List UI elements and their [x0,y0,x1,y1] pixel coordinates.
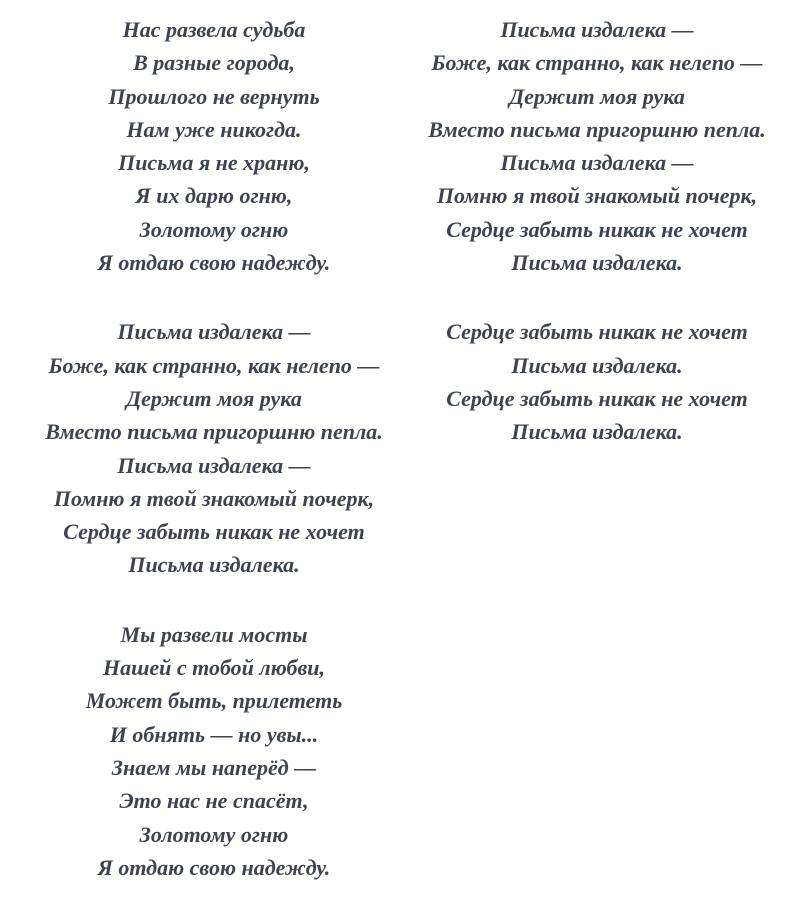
lyric-line: И обнять — но увы... [109,721,319,747]
lyric-line: Письма издалека. [511,250,683,276]
lyric-line: Помню я твой знакомый почерк, [436,183,758,209]
lyric-line: Я их дарю огню, [135,183,293,209]
lyric-line: Вместо письма пригоршню пепла. [45,419,383,445]
lyric-line: Держит моя рука [126,385,302,411]
lyric-line: Боже, как странно, как нелепо — [431,50,763,76]
stanza-outro [397,315,797,448]
lyric-line: Боже, как странно, как нелепо — [48,352,380,378]
lyric-line: Помню я твой знакомый почерк, [53,485,375,511]
lyric-line: Письма я не храню, [118,150,310,176]
lyric-line: Мы развели мосты [120,621,308,647]
lyric-line: Сердце забыть никак не хочет [63,519,365,545]
lyrics-column-left [14,13,414,920]
lyric-line: Может быть, прилететь [85,688,343,714]
lyric-line: Золотому огню [139,821,289,847]
lyric-line: Письма издалека. [511,352,683,378]
lyric-line: Нашей с тобой любви, [102,655,326,681]
lyric-line: В разные города, [133,50,295,76]
lyric-line: Вместо письма пригоршню пепла. [428,116,766,142]
lyric-line: Я отдаю свою надежду. [97,854,331,880]
lyric-line: Письма издалека. [128,552,300,578]
lyric-line: Письма издалека. [511,419,683,445]
lyric-line: Это нас не спасёт, [119,788,309,814]
lyric-line: Письма издалека — [500,150,694,176]
lyric-line: Нас развела судьба [122,17,306,42]
lyric-line: Прошлого не вернуть [108,83,320,109]
lyric-line: Письма издалека — [117,319,311,345]
stanza-chorus-1 [14,315,414,581]
stanza-verse-2 [14,618,414,884]
lyric-line: Знаем мы наперёд — [111,754,317,780]
lyric-line: Сердце забыть никак не хочет [446,319,748,345]
stanza-verse-1 [14,13,414,279]
lyric-line: Сердце забыть никак не хочет [446,385,748,411]
stanza-chorus-2 [397,13,797,279]
lyric-line: Нам уже никогда. [126,116,302,142]
lyric-line: Сердце забыть никак не хочет [446,216,748,242]
lyrics-column-right [397,13,797,485]
lyric-line: Письма издалека — [117,452,311,478]
lyric-line: Держит моя рука [509,83,685,109]
lyric-line: Письма издалека — [500,17,694,42]
lyric-line: Золотому огню [139,216,289,242]
lyric-line: Я отдаю свою надежду. [97,250,331,276]
